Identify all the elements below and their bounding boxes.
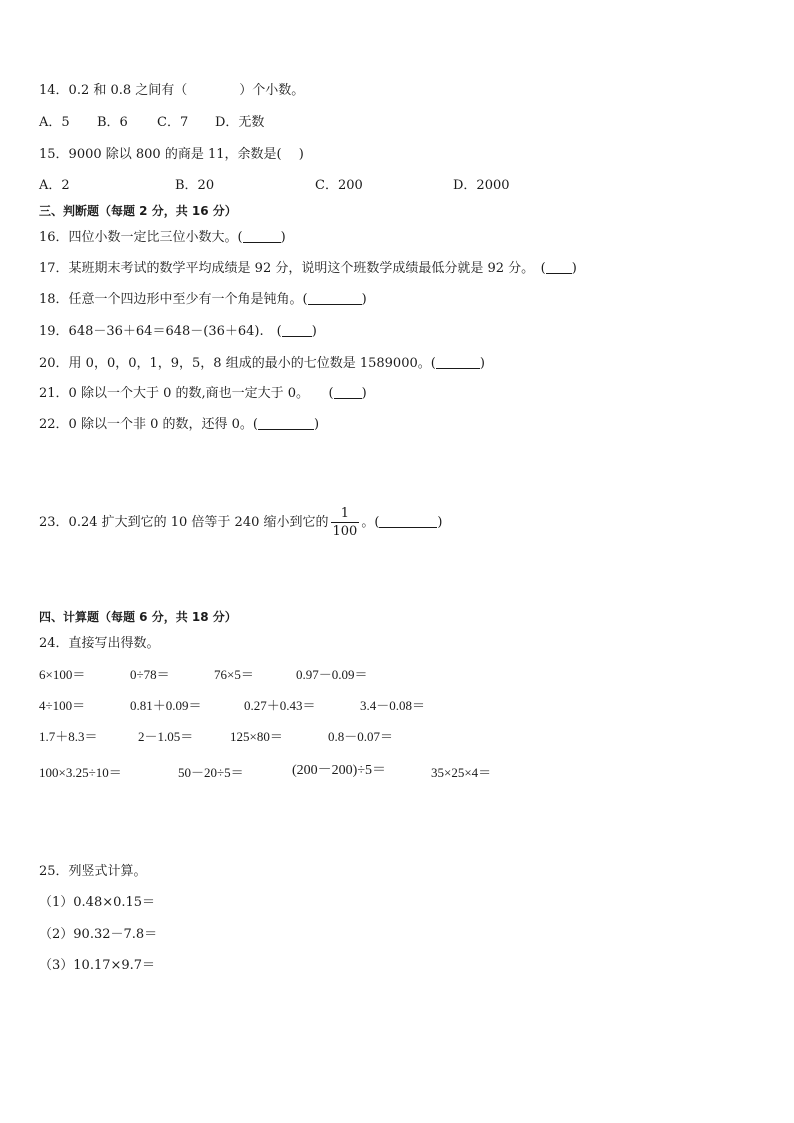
calc-item: 0.27＋0.43＝: [244, 698, 316, 713]
question-20: 20．用 0，0，0，1，9，5，8 组成的最小的七位数是 1589000。( ): [39, 356, 485, 371]
answer-blank[interactable]: [436, 355, 480, 369]
answer-blank[interactable]: [282, 323, 312, 337]
calc-item: 0.8－0.07＝: [328, 729, 394, 744]
question-18: 18．任意一个四边形中至少有一个角是钝角。( ): [39, 292, 367, 307]
question-14-option-c[interactable]: C．7: [157, 115, 189, 130]
calc-item: 35×25×4＝: [431, 765, 492, 780]
question-17-stem: 17．某班期末考试的数学平均成绩是 92 分，说明这个班数学成绩最低分就是 92 分。 (: [39, 261, 546, 276]
question-17: 17．某班期末考试的数学平均成绩是 92 分，说明这个班数学成绩最低分就是 92 分。 ( ): [39, 261, 577, 276]
question-15: 15．9000 除以 800 的商是 11，余数是( ): [39, 147, 304, 162]
question-15-option-d[interactable]: D．2000: [453, 178, 510, 193]
question-23: 23．0.24 扩大到它的 10 倍等于 240 缩小到它的 $\frac{1}{100}$ 。( ): [39, 506, 443, 539]
question-22-stem: 22．0 除以一个非 0 的数，还得 0。(: [39, 417, 258, 432]
question-14-option-d[interactable]: D．无数: [215, 115, 265, 130]
calc-item: 125×80＝: [230, 729, 283, 744]
section-3-heading: 三、判断题（每题 2 分，共 16 分）: [39, 204, 237, 218]
calc-item: 50－20÷5＝: [178, 765, 244, 780]
fraction-denominator: 100: [332, 524, 358, 539]
question-18-stem: 18．任意一个四边形中至少有一个角是钝角。(: [39, 292, 308, 307]
answer-blank[interactable]: [546, 260, 572, 274]
calc-item: 2－1.05＝: [138, 729, 194, 744]
answer-blank[interactable]: [308, 291, 362, 305]
calc-item: 0.81＋0.09＝: [130, 698, 202, 713]
calc-item: 4÷100＝: [39, 698, 86, 713]
calc-item: 0÷78＝: [130, 667, 170, 682]
calc-item: 76×5＝: [214, 667, 254, 682]
question-23-stem: 23．0.24 扩大到它的 10 倍等于 240 缩小到它的: [39, 515, 329, 530]
vertical-calc-item: （1）0.48×0.15＝: [39, 895, 156, 910]
answer-blank[interactable]: [243, 229, 281, 243]
calc-item: 0.97－0.09＝: [296, 667, 368, 682]
question-24-title: 24．直接写出得数。: [39, 636, 160, 651]
question-15-option-c[interactable]: C．200: [315, 178, 363, 193]
question-16: 16．四位小数一定比三位小数大。( ): [39, 230, 286, 245]
question-14: [39, 82, 304, 100]
question-19-stem: 19．648－36＋64＝648－(36＋64). (: [39, 324, 282, 339]
answer-blank[interactable]: [258, 416, 314, 430]
vertical-calc-item: （3）10.17×9.7＝: [39, 958, 156, 973]
question-21: 21．0 除以一个大于 0 的数,商也一定大于 0。 ( ): [39, 386, 367, 401]
question-15-option-b[interactable]: B．20: [175, 178, 215, 193]
question-16-stem: 16．四位小数一定比三位小数大。(: [39, 230, 243, 245]
section-4-heading: 四、计算题（每题 6 分，共 18 分）: [39, 610, 237, 624]
question-20-stem: 20．用 0，0，0，1，9，5，8 组成的最小的七位数是 1589000。(: [39, 356, 436, 371]
question-14-stem: 14．0.2 和 0.8 之间有（: [39, 83, 188, 98]
question-21-stem: 21．0 除以一个大于 0 的数,商也一定大于 0。 (: [39, 386, 334, 401]
answer-blank[interactable]: [334, 385, 362, 399]
fraction: [331, 505, 360, 540]
vertical-calc-item: （2）90.32－7.8＝: [39, 927, 158, 942]
calc-item: (200－200)÷5＝: [292, 763, 387, 778]
question-15-option-a[interactable]: A．2: [39, 178, 70, 193]
question-25-title: 25．列竖式计算。: [39, 864, 147, 879]
fraction-numerator: 1: [331, 505, 360, 523]
question-14-option-a[interactable]: A．5: [39, 115, 70, 130]
calc-item: 100×3.25÷10＝: [39, 765, 122, 780]
calc-item: 1.7＋8.3＝: [39, 729, 98, 744]
answer-blank[interactable]: [379, 514, 437, 528]
question-19: 19．648－36＋64＝648－(36＋64). ( ): [39, 324, 317, 339]
question-22: 22．0 除以一个非 0 的数，还得 0。( ): [39, 417, 320, 432]
question-14-option-b[interactable]: B．6: [97, 115, 128, 130]
question-14-stem-end: ）个小数。: [239, 83, 305, 98]
calc-item: 3.4－0.08＝: [360, 698, 426, 713]
calc-item: 6×100＝: [39, 667, 86, 682]
